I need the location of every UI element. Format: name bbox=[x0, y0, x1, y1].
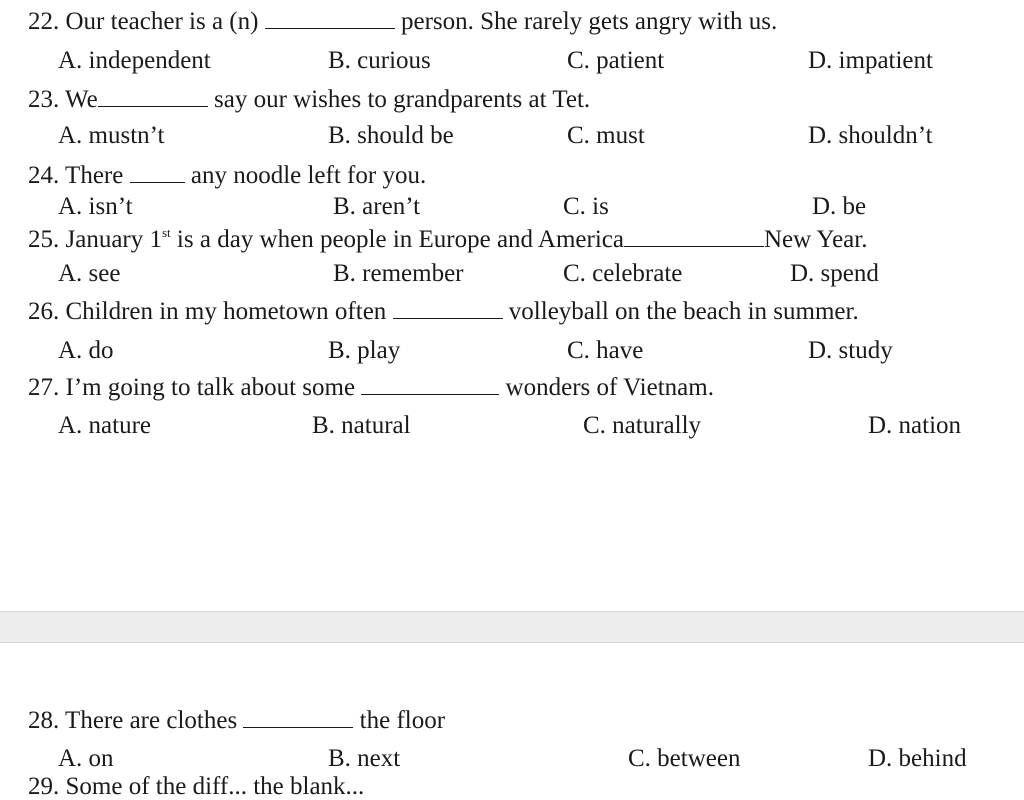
option-d: D. shouldn’t bbox=[808, 122, 933, 149]
option-d: D. behind bbox=[868, 745, 967, 772]
option-c: C. must bbox=[567, 122, 645, 149]
answer-blank bbox=[243, 707, 353, 728]
option-c: C. is bbox=[563, 193, 609, 220]
answer-blank bbox=[361, 374, 499, 395]
option-c: C. celebrate bbox=[563, 260, 683, 287]
option-d: D. spend bbox=[790, 260, 879, 287]
option-c: C. patient bbox=[567, 47, 665, 74]
question-26: 26. Children in my hometown often volleyball on the beach in summer. bbox=[28, 298, 859, 325]
option-b: B. aren’t bbox=[333, 193, 421, 220]
option-a: A. nature bbox=[58, 412, 152, 439]
option-c: C. between bbox=[628, 745, 741, 772]
option-b: B. natural bbox=[312, 412, 411, 439]
option-d: D. impatient bbox=[808, 47, 933, 74]
question-28: 28. There are clothes the floor bbox=[28, 707, 446, 734]
option-a: A. isn’t bbox=[58, 193, 133, 220]
answer-blank bbox=[265, 8, 395, 29]
option-c: C. have bbox=[567, 337, 644, 364]
option-b: B. next bbox=[328, 745, 401, 772]
question-27: 27. I’m going to talk about some wonders of Vietnam. bbox=[28, 374, 714, 401]
option-a: A. do bbox=[58, 337, 114, 364]
option-d: D. study bbox=[808, 337, 893, 364]
question-25: 25. January 1st is a day when people in Europe and America New Year. bbox=[28, 225, 868, 253]
option-c: C. naturally bbox=[583, 412, 702, 439]
answer-blank bbox=[98, 86, 208, 107]
option-a: A. mustn’t bbox=[58, 122, 165, 149]
option-b: B. should be bbox=[328, 122, 454, 149]
option-d: D. be bbox=[812, 193, 867, 220]
page-break-divider bbox=[0, 611, 1024, 643]
question-22: 22. Our teacher is a (n) person. She rarely gets angry with us. bbox=[28, 8, 778, 35]
option-b: B. remember bbox=[333, 260, 464, 287]
option-a: A. on bbox=[58, 745, 114, 772]
option-d: D. nation bbox=[868, 412, 962, 439]
option-a: A. independent bbox=[58, 47, 211, 74]
answer-blank bbox=[624, 226, 764, 247]
answer-blank bbox=[130, 162, 185, 183]
option-a: A. see bbox=[58, 260, 121, 287]
option-b: B. play bbox=[328, 337, 401, 364]
question-24: 24. There any noodle left for you. bbox=[28, 162, 427, 189]
question-23: 23. We say our wishes to grandparents at Tet. bbox=[28, 86, 591, 113]
answer-blank bbox=[393, 298, 503, 319]
cutoff-question-line: 29. Some of the diff... the blank... bbox=[28, 773, 365, 800]
option-b: B. curious bbox=[328, 47, 431, 74]
